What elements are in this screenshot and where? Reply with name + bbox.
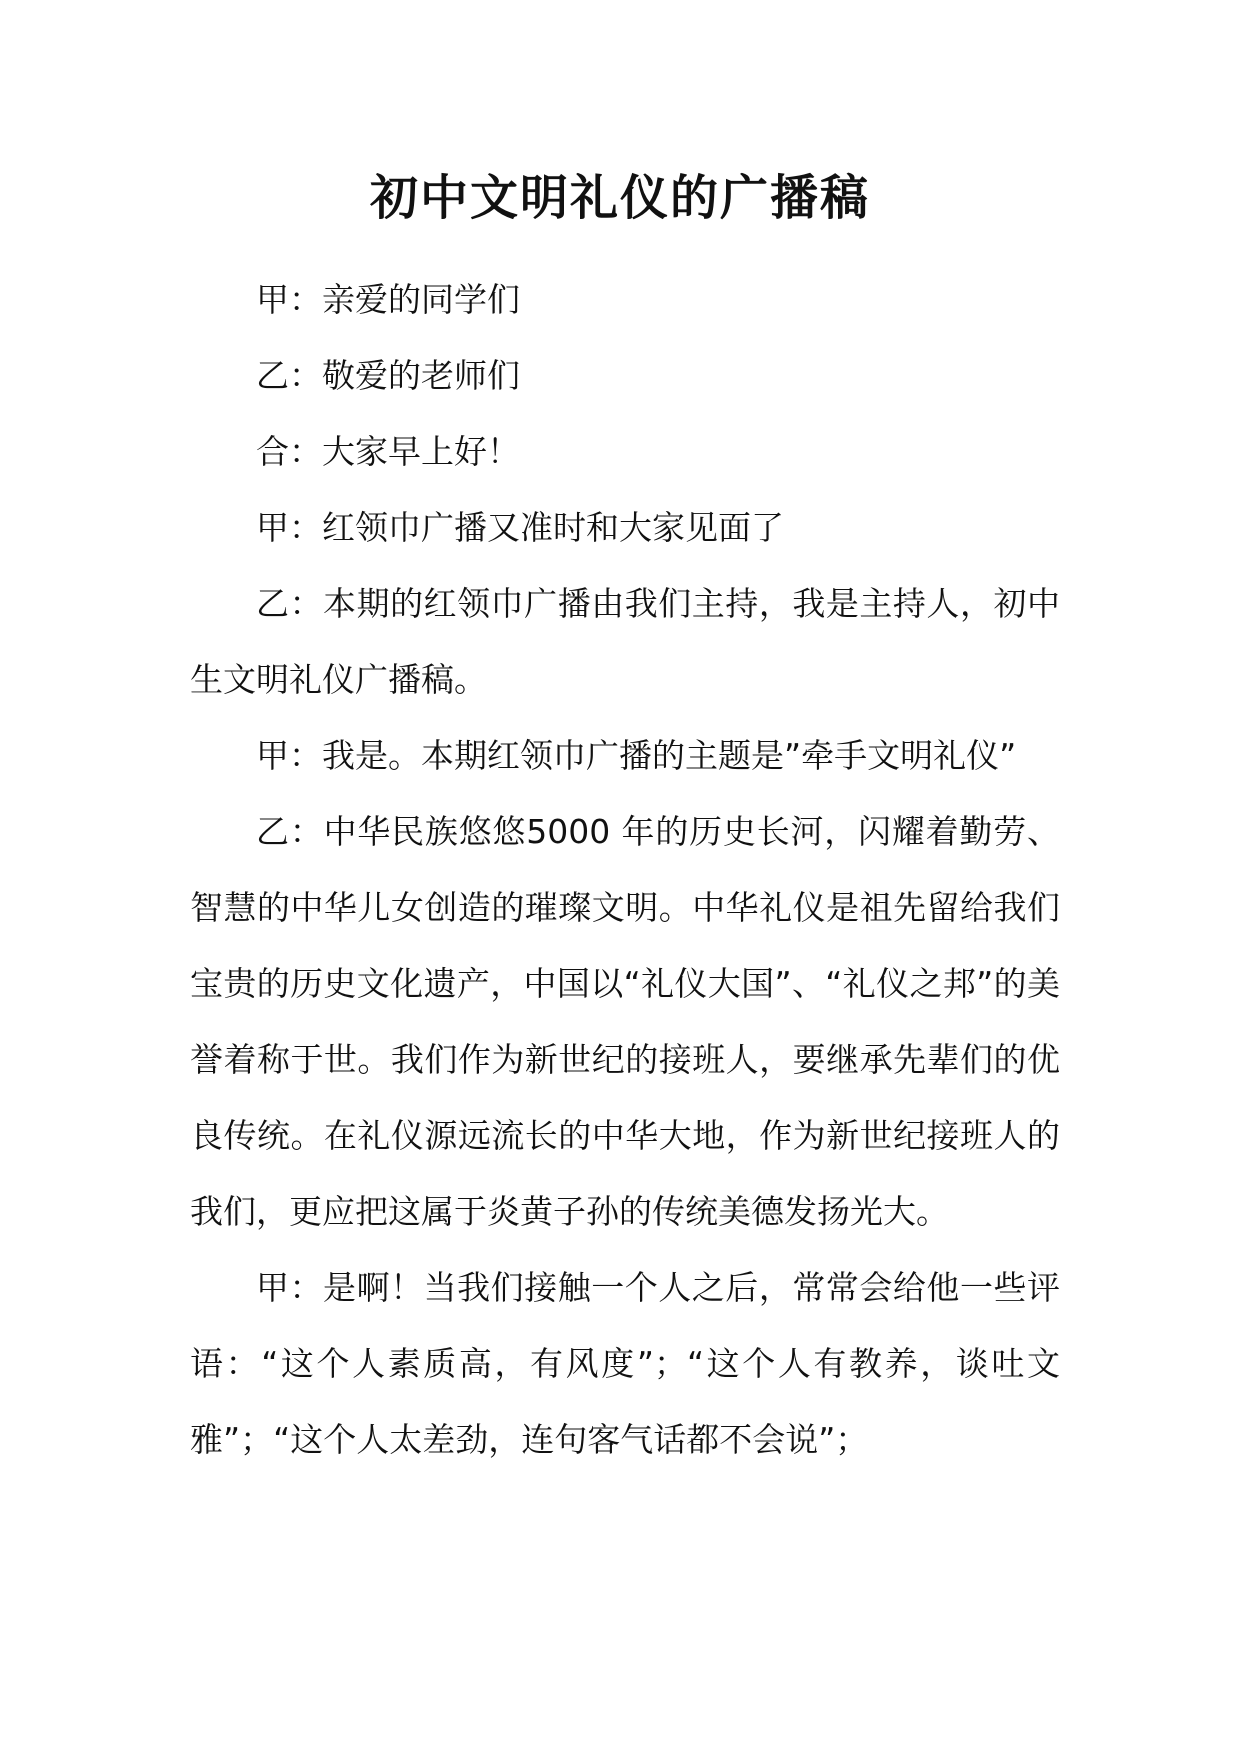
- paragraph: 乙：本期的红领巾广播由我们主持，我是主持人，初中生文明礼仪广播稿。: [190, 584, 1060, 699]
- paragraph: 甲：我是。本期红领巾广播的主题是”牵手文明礼仪”: [256, 736, 1017, 775]
- paragraph: 甲：红领巾广播又准时和大家见面了: [256, 508, 784, 547]
- document-title: 初中文明礼仪的广播稿: [369, 170, 870, 226]
- paragraph: 甲：亲爱的同学们: [256, 280, 520, 319]
- paragraph: 合：大家早上好！: [256, 432, 520, 471]
- paragraph: 甲：是啊！当我们接触一个人之后，常常会给他一些评语：“这个人素质高，有风度”；“这个人有教养，谈吐文雅”；“这个人太差劲，连句客气话都不会说”；: [190, 1268, 1060, 1459]
- paragraph: 乙：敬爱的老师们: [256, 356, 520, 395]
- paragraph: 乙：中华民族悠悠5000 年的历史长河，闪耀着勤劳、智慧的中华儿女创造的璀璨文明。中华礼仪是祖先留给我们宝贵的历史文化遗产，中国以“礼仪大国”、“礼仪之邦”的美誉着称于世。我们作为新世纪的接班人，要继承先辈们的优良传统。在礼仪源远流长的中华大地，作为新世纪接班人的我们，更应把这属于炎黄子孙的传统美德发扬光大。: [190, 812, 1060, 1231]
- document-body: [190, 262, 1060, 1478]
